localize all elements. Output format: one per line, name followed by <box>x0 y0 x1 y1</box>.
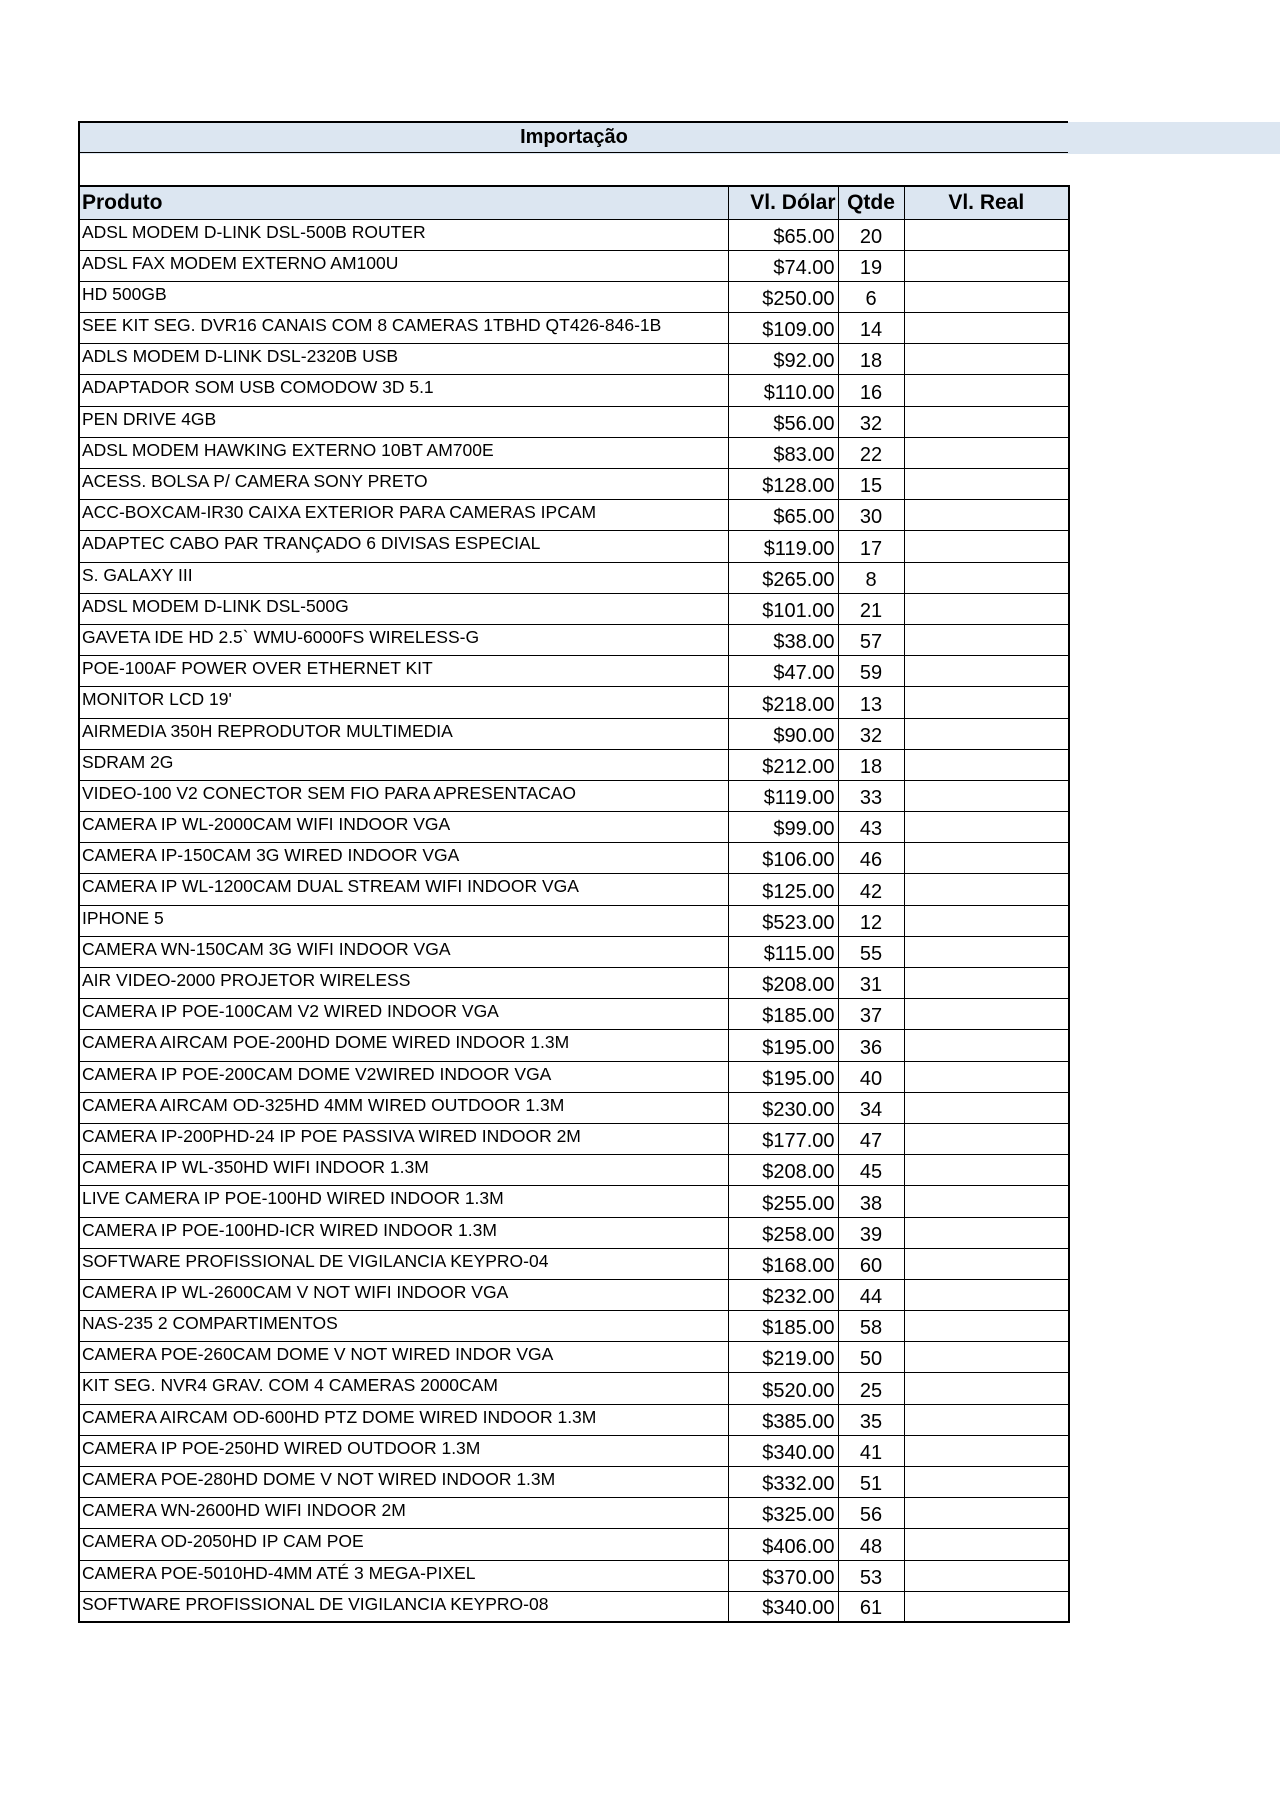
product-cell[interactable]: ADAPTADOR SOM USB COMODOW 3D 5.1 <box>79 375 728 406</box>
brl-value-cell[interactable] <box>904 749 1069 780</box>
usd-value-cell[interactable]: $101.00 <box>728 593 838 624</box>
brl-value-cell[interactable] <box>904 469 1069 500</box>
product-cell[interactable]: CAMERA IP WL-2600CAM V NOT WIFI INDOOR VGA <box>79 1279 728 1310</box>
quantity-cell[interactable]: 15 <box>838 469 904 500</box>
usd-value-cell[interactable]: $208.00 <box>728 968 838 999</box>
quantity-cell[interactable]: 32 <box>838 718 904 749</box>
quantity-cell[interactable]: 17 <box>838 531 904 562</box>
quantity-cell[interactable]: 47 <box>838 1123 904 1154</box>
usd-value-cell[interactable]: $523.00 <box>728 905 838 936</box>
table-row <box>79 1279 1069 1310</box>
product-cell[interactable]: CAMERA WN-150CAM 3G WIFI INDOOR VGA <box>79 936 728 967</box>
usd-value-cell[interactable]: $195.00 <box>728 1061 838 1092</box>
brl-value-cell[interactable] <box>904 656 1069 687</box>
product-cell[interactable]: ACESS. BOLSA P/ CAMERA SONY PRETO <box>79 469 728 500</box>
quantity-cell[interactable]: 40 <box>838 1061 904 1092</box>
quantity-cell[interactable]: 59 <box>838 656 904 687</box>
table-row <box>79 843 1069 874</box>
quantity-cell[interactable]: 39 <box>838 1217 904 1248</box>
table-row <box>79 281 1069 312</box>
product-cell[interactable]: ADLS MODEM D-LINK DSL-2320B USB <box>79 344 728 375</box>
product-cell[interactable]: LIVE CAMERA IP POE-100HD WIRED INDOOR 1.3M <box>79 1186 728 1217</box>
brl-value-cell[interactable] <box>904 1030 1069 1061</box>
brl-value-cell[interactable] <box>904 1186 1069 1217</box>
quantity-cell[interactable]: 37 <box>838 999 904 1030</box>
table-row <box>79 874 1069 905</box>
table-row <box>79 375 1069 406</box>
brl-value-cell[interactable] <box>904 812 1069 843</box>
brl-value-cell[interactable] <box>904 999 1069 1030</box>
quantity-cell[interactable]: 8 <box>838 562 904 593</box>
brl-value-cell[interactable] <box>904 1342 1069 1373</box>
brl-value-cell[interactable] <box>904 500 1069 531</box>
table-row <box>79 718 1069 749</box>
product-cell[interactable]: S. GALAXY III <box>79 562 728 593</box>
product-cell[interactable]: GAVETA IDE HD 2.5` WMU-6000FS WIRELESS-G <box>79 624 728 655</box>
usd-value-cell[interactable]: $255.00 <box>728 1186 838 1217</box>
brl-value-cell[interactable] <box>904 531 1069 562</box>
table-row <box>79 1092 1069 1123</box>
usd-value-cell[interactable]: $232.00 <box>728 1279 838 1310</box>
product-cell[interactable]: CAMERA IP WL-350HD WIFI INDOOR 1.3M <box>79 1155 728 1186</box>
product-cell[interactable]: ADSL MODEM D-LINK DSL-500G <box>79 593 728 624</box>
quantity-cell[interactable]: 31 <box>838 968 904 999</box>
quantity-cell[interactable]: 13 <box>838 687 904 718</box>
brl-value-cell[interactable] <box>904 1529 1069 1560</box>
brl-value-cell[interactable] <box>904 375 1069 406</box>
usd-value-cell[interactable]: $168.00 <box>728 1248 838 1279</box>
usd-value-cell[interactable]: $128.00 <box>728 469 838 500</box>
usd-value-cell[interactable]: $520.00 <box>728 1373 838 1404</box>
table-row <box>79 500 1069 531</box>
quantity-cell[interactable]: 34 <box>838 1092 904 1123</box>
header-quantity[interactable]: Qtde <box>838 186 904 219</box>
usd-value-cell[interactable]: $219.00 <box>728 1342 838 1373</box>
usd-value-cell[interactable]: $115.00 <box>728 936 838 967</box>
product-cell[interactable]: CAMERA IP POE-250HD WIRED OUTDOOR 1.3M <box>79 1435 728 1466</box>
table-row <box>79 593 1069 624</box>
usd-value-cell[interactable]: $218.00 <box>728 687 838 718</box>
product-cell[interactable]: CAMERA IP POE-100CAM V2 WIRED INDOOR VGA <box>79 999 728 1030</box>
brl-value-cell[interactable] <box>904 843 1069 874</box>
blank-row <box>78 153 1068 186</box>
product-cell[interactable]: ADSL MODEM D-LINK DSL-500B ROUTER <box>79 219 728 250</box>
product-cell[interactable]: KIT SEG. NVR4 GRAV. COM 4 CAMERAS 2000CAM <box>79 1373 728 1404</box>
brl-value-cell[interactable] <box>904 1498 1069 1529</box>
usd-value-cell[interactable]: $250.00 <box>728 281 838 312</box>
product-cell[interactable]: SOFTWARE PROFISSIONAL DE VIGILANCIA KEYPRO-04 <box>79 1248 728 1279</box>
table-row <box>79 1467 1069 1498</box>
product-cell[interactable]: VIDEO-100 V2 CONECTOR SEM FIO PARA APRESENTACAO <box>79 780 728 811</box>
header-product[interactable]: Produto <box>79 186 728 219</box>
usd-value-cell[interactable]: $385.00 <box>728 1404 838 1435</box>
brl-value-cell[interactable] <box>904 1591 1069 1622</box>
brl-value-cell[interactable] <box>904 406 1069 437</box>
brl-value-cell[interactable] <box>904 1435 1069 1466</box>
usd-value-cell[interactable]: $258.00 <box>728 1217 838 1248</box>
table-row <box>79 406 1069 437</box>
brl-value-cell[interactable] <box>904 780 1069 811</box>
quantity-cell[interactable]: 58 <box>838 1311 904 1342</box>
table-row <box>79 687 1069 718</box>
quantity-cell[interactable]: 56 <box>838 1498 904 1529</box>
quantity-cell[interactable]: 44 <box>838 1279 904 1310</box>
table-row <box>79 1560 1069 1591</box>
sheet-title-text: Importação <box>520 126 628 148</box>
quantity-cell[interactable]: 32 <box>838 406 904 437</box>
brl-value-cell[interactable] <box>904 1467 1069 1498</box>
quantity-cell[interactable]: 36 <box>838 1030 904 1061</box>
table-row <box>79 1248 1069 1279</box>
usd-value-cell[interactable]: $185.00 <box>728 1311 838 1342</box>
usd-value-cell[interactable]: $119.00 <box>728 780 838 811</box>
usd-value-cell[interactable]: $90.00 <box>728 718 838 749</box>
product-cell[interactable]: CAMERA AIRCAM OD-325HD 4MM WIRED OUTDOOR 1.3M <box>79 1092 728 1123</box>
brl-value-cell[interactable] <box>904 1279 1069 1310</box>
usd-value-cell[interactable]: $406.00 <box>728 1529 838 1560</box>
brl-value-cell[interactable] <box>904 687 1069 718</box>
quantity-cell[interactable]: 41 <box>838 1435 904 1466</box>
quantity-cell[interactable]: 30 <box>838 500 904 531</box>
table-row <box>79 1342 1069 1373</box>
product-cell[interactable]: NAS-235 2 COMPARTIMENTOS <box>79 1311 728 1342</box>
brl-value-cell[interactable] <box>904 1123 1069 1154</box>
product-cell[interactable]: IPHONE 5 <box>79 905 728 936</box>
brl-value-cell[interactable] <box>904 313 1069 344</box>
header-usd-value[interactable]: Vl. Dólar <box>728 186 838 219</box>
usd-value-cell[interactable]: $110.00 <box>728 375 838 406</box>
header-brl-value[interactable]: Vl. Real <box>904 186 1069 219</box>
table-row <box>79 250 1069 281</box>
usd-value-cell[interactable]: $38.00 <box>728 624 838 655</box>
brl-value-cell[interactable] <box>904 1404 1069 1435</box>
brl-value-cell[interactable] <box>904 905 1069 936</box>
usd-value-cell[interactable]: $83.00 <box>728 437 838 468</box>
usd-value-cell[interactable]: $106.00 <box>728 843 838 874</box>
product-cell[interactable]: HD 500GB <box>79 281 728 312</box>
quantity-cell[interactable]: 43 <box>838 812 904 843</box>
quantity-cell[interactable]: 14 <box>838 313 904 344</box>
product-cell[interactable]: CAMERA IP-200PHD-24 IP POE PASSIVA WIRED INDOOR 2M <box>79 1123 728 1154</box>
quantity-cell[interactable]: 55 <box>838 936 904 967</box>
brl-value-cell[interactable] <box>904 936 1069 967</box>
brl-value-cell[interactable] <box>904 1061 1069 1092</box>
product-cell[interactable]: SEE KIT SEG. DVR16 CANAIS COM 8 CAMERAS 1TBHD QT426-846-1B <box>79 313 728 344</box>
usd-value-cell[interactable]: $230.00 <box>728 1092 838 1123</box>
product-cell[interactable]: ADSL MODEM HAWKING EXTERNO 10BT AM700E <box>79 437 728 468</box>
usd-value-cell[interactable]: $119.00 <box>728 531 838 562</box>
header-row <box>79 186 1069 219</box>
usd-value-cell[interactable]: $109.00 <box>728 313 838 344</box>
brl-value-cell[interactable] <box>904 624 1069 655</box>
product-cell[interactable]: CAMERA AIRCAM POE-200HD DOME WIRED INDOOR 1.3M <box>79 1030 728 1061</box>
quantity-cell[interactable]: 48 <box>838 1529 904 1560</box>
usd-value-cell[interactable]: $332.00 <box>728 1467 838 1498</box>
table-row <box>79 1498 1069 1529</box>
usd-value-cell[interactable]: $212.00 <box>728 749 838 780</box>
import-table <box>78 185 1070 1623</box>
product-cell[interactable]: MONITOR LCD 19' <box>79 687 728 718</box>
quantity-cell[interactable]: 38 <box>838 1186 904 1217</box>
product-cell[interactable]: PEN DRIVE 4GB <box>79 406 728 437</box>
brl-value-cell[interactable] <box>904 1092 1069 1123</box>
product-cell[interactable]: CAMERA OD-2050HD IP CAM POE <box>79 1529 728 1560</box>
quantity-cell[interactable]: 46 <box>838 843 904 874</box>
brl-value-cell[interactable] <box>904 1373 1069 1404</box>
table-row <box>79 780 1069 811</box>
quantity-cell[interactable]: 42 <box>838 874 904 905</box>
quantity-cell[interactable]: 51 <box>838 1467 904 1498</box>
brl-value-cell[interactable] <box>904 281 1069 312</box>
brl-value-cell[interactable] <box>904 968 1069 999</box>
product-cell[interactable]: POE-100AF POWER OVER ETHERNET KIT <box>79 656 728 687</box>
quantity-cell[interactable]: 33 <box>838 780 904 811</box>
product-cell[interactable]: ADAPTEC CABO PAR TRANÇADO 6 DIVISAS ESPECIAL <box>79 531 728 562</box>
brl-value-cell[interactable] <box>904 1560 1069 1591</box>
table-row <box>79 437 1069 468</box>
product-cell[interactable]: CAMERA AIRCAM OD-600HD PTZ DOME WIRED INDOOR 1.3M <box>79 1404 728 1435</box>
brl-value-cell[interactable] <box>904 718 1069 749</box>
table-row <box>79 936 1069 967</box>
brl-value-cell[interactable] <box>904 344 1069 375</box>
table-row <box>79 1155 1069 1186</box>
table-row <box>79 219 1069 250</box>
brl-value-cell[interactable] <box>904 437 1069 468</box>
product-cell[interactable]: CAMERA IP-150CAM 3G WIRED INDOOR VGA <box>79 843 728 874</box>
quantity-cell[interactable]: 45 <box>838 1155 904 1186</box>
product-cell[interactable]: AIRMEDIA 350H REPRODUTOR MULTIMEDIA <box>79 718 728 749</box>
quantity-cell[interactable]: 6 <box>838 281 904 312</box>
usd-value-cell[interactable]: $47.00 <box>728 656 838 687</box>
table-row <box>79 1186 1069 1217</box>
product-cell[interactable]: CAMERA IP POE-100HD-ICR WIRED INDOOR 1.3M <box>79 1217 728 1248</box>
usd-value-cell[interactable]: $125.00 <box>728 874 838 905</box>
usd-value-cell[interactable]: $99.00 <box>728 812 838 843</box>
usd-value-cell[interactable]: $325.00 <box>728 1498 838 1529</box>
table-row <box>79 749 1069 780</box>
product-cell[interactable]: CAMERA WN-2600HD WIFI INDOOR 2M <box>79 1498 728 1529</box>
brl-value-cell[interactable] <box>904 1311 1069 1342</box>
usd-value-cell[interactable]: $340.00 <box>728 1435 838 1466</box>
table-row <box>79 1123 1069 1154</box>
usd-value-cell[interactable]: $208.00 <box>728 1155 838 1186</box>
usd-value-cell[interactable]: $65.00 <box>728 219 838 250</box>
table-row <box>79 1311 1069 1342</box>
usd-value-cell[interactable]: $265.00 <box>728 562 838 593</box>
table-row <box>79 1529 1069 1560</box>
table-row <box>79 812 1069 843</box>
quantity-cell[interactable]: 20 <box>838 219 904 250</box>
brl-value-cell[interactable] <box>904 593 1069 624</box>
table-row <box>79 1373 1069 1404</box>
product-cell[interactable]: CAMERA IP POE-200CAM DOME V2WIRED INDOOR VGA <box>79 1061 728 1092</box>
usd-value-cell[interactable]: $65.00 <box>728 500 838 531</box>
table-row <box>79 344 1069 375</box>
usd-value-cell[interactable]: $195.00 <box>728 1030 838 1061</box>
table-row <box>79 313 1069 344</box>
product-cell[interactable]: CAMERA POE-280HD DOME V NOT WIRED INDOOR 1.3M <box>79 1467 728 1498</box>
table-row <box>79 1591 1069 1622</box>
usd-value-cell[interactable]: $177.00 <box>728 1123 838 1154</box>
brl-value-cell[interactable] <box>904 562 1069 593</box>
quantity-cell[interactable]: 12 <box>838 905 904 936</box>
usd-value-cell[interactable]: $340.00 <box>728 1591 838 1622</box>
table-row <box>79 999 1069 1030</box>
brl-value-cell[interactable] <box>904 250 1069 281</box>
product-cell[interactable]: CAMERA IP WL-2000CAM WIFI INDOOR VGA <box>79 812 728 843</box>
table-row <box>79 1061 1069 1092</box>
table-row <box>79 1435 1069 1466</box>
quantity-cell[interactable]: 21 <box>838 593 904 624</box>
quantity-cell[interactable]: 35 <box>838 1404 904 1435</box>
table-row <box>79 905 1069 936</box>
quantity-cell[interactable]: 25 <box>838 1373 904 1404</box>
brl-value-cell[interactable] <box>904 1248 1069 1279</box>
brl-value-cell[interactable] <box>904 1217 1069 1248</box>
quantity-cell[interactable]: 22 <box>838 437 904 468</box>
brl-value-cell[interactable] <box>904 219 1069 250</box>
quantity-cell[interactable]: 53 <box>838 1560 904 1591</box>
quantity-cell[interactable]: 18 <box>838 344 904 375</box>
table-row <box>79 531 1069 562</box>
product-cell[interactable]: AIR VIDEO-2000 PROJETOR WIRELESS <box>79 968 728 999</box>
product-cell[interactable]: CAMERA POE-5010HD-4MM ATÉ 3 MEGA-PIXEL <box>79 1560 728 1591</box>
table-row <box>79 1030 1069 1061</box>
table-row <box>79 624 1069 655</box>
quantity-cell[interactable]: 61 <box>838 1591 904 1622</box>
usd-value-cell[interactable]: $370.00 <box>728 1560 838 1591</box>
usd-value-cell[interactable]: $185.00 <box>728 999 838 1030</box>
table-row <box>79 1404 1069 1435</box>
table-row <box>79 469 1069 500</box>
product-cell[interactable]: SOFTWARE PROFISSIONAL DE VIGILANCIA KEYPRO-08 <box>79 1591 728 1622</box>
table-row <box>79 656 1069 687</box>
product-cell[interactable]: SDRAM 2G <box>79 749 728 780</box>
product-cell[interactable]: ACC-BOXCAM-IR30 CAIXA EXTERIOR PARA CAMERAS IPCAM <box>79 500 728 531</box>
quantity-cell[interactable]: 16 <box>838 375 904 406</box>
table-row <box>79 968 1069 999</box>
quantity-cell[interactable]: 60 <box>838 1248 904 1279</box>
quantity-cell[interactable]: 18 <box>838 749 904 780</box>
product-cell[interactable]: CAMERA POE-260CAM DOME V NOT WIRED INDOR VGA <box>79 1342 728 1373</box>
usd-value-cell[interactable]: $92.00 <box>728 344 838 375</box>
brl-value-cell[interactable] <box>904 874 1069 905</box>
quantity-cell[interactable]: 57 <box>838 624 904 655</box>
table-row <box>79 562 1069 593</box>
product-cell[interactable]: CAMERA IP WL-1200CAM DUAL STREAM WIFI INDOOR VGA <box>79 874 728 905</box>
usd-value-cell[interactable]: $56.00 <box>728 406 838 437</box>
table-row <box>79 1217 1069 1248</box>
brl-value-cell[interactable] <box>904 1155 1069 1186</box>
sheet-title <box>78 121 1068 153</box>
quantity-cell[interactable]: 19 <box>838 250 904 281</box>
usd-value-cell[interactable]: $74.00 <box>728 250 838 281</box>
product-cell[interactable]: ADSL FAX MODEM EXTERNO AM100U <box>79 250 728 281</box>
quantity-cell[interactable]: 50 <box>838 1342 904 1373</box>
